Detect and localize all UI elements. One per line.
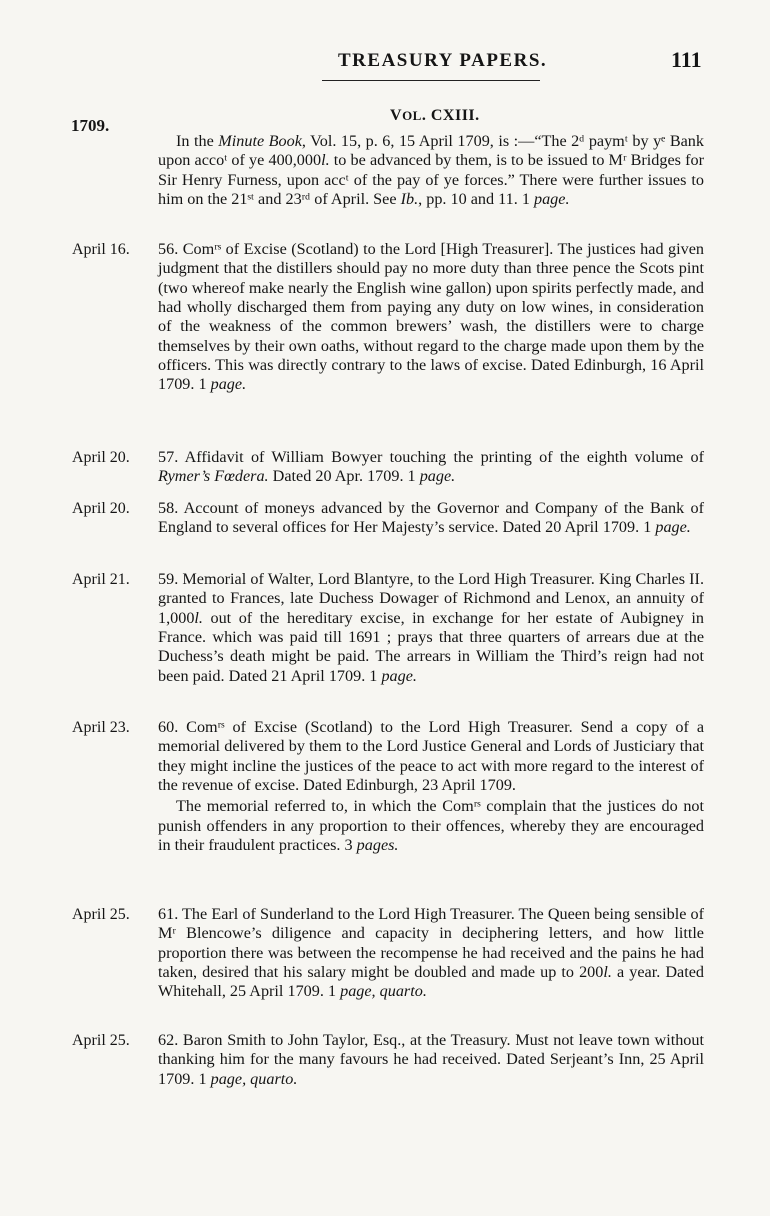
entry-61 [72, 905, 704, 1002]
entry-date: April 20. [72, 500, 130, 517]
entry-62 [72, 1031, 704, 1089]
entry-text: 60. Comʳˢ of Excise (Scotland) to the Lord High Treasurer. Send a copy of a memorial delivered by them to the Lord Justice General and Lords of Justiciary that they might incline the justices of the peace to act with more regard to the interest of the revenue of excise. Dated Edinburgh, 23 April 1709. The memorial referred to, in which the Comʳˢ complain that the justices do not punish offenders in any proportion to their offences, whereby they are encouraged in their fraudulent practices. 3 pages. [158, 718, 704, 855]
entry-date: April 21. [72, 571, 130, 588]
year-label: 1709. [71, 116, 110, 135]
entry-59 [72, 570, 704, 686]
entry-60 [72, 718, 704, 855]
entry-text: 62. Baron Smith to John Taylor, Esq., at the Treasury. Must not leave town without thanking him for the many favours he had received. Dated Serjeant’s Inn, 25 April 1709. 1 page, quarto. [158, 1031, 704, 1088]
entry-date: April 16. [72, 241, 130, 258]
entry-text: 57. Affidavit of William Bowyer touching the printing of the eighth volume of Rymer’s Fœdera. Dated 20 Apr. 1709. 1 page. [158, 448, 704, 486]
page-number: 111 [671, 47, 702, 72]
entry-text: 59. Memorial of Walter, Lord Blantyre, to the Lord High Treasurer. King Charles II. granted to Frances, late Duchess Dowager of Richmond and Lenox, an annuity of 1,000l. out of the hereditary excise, in exchange for her estate of Aubigney in France. which was paid till 1691 ; prays that three quarters of arrears due at the Duchess’s death might be paid. The arrears in William the Third’s reign had not been paid. Dated 21 April 1709. 1 page. [158, 570, 704, 685]
entry-date: April 25. [72, 906, 130, 923]
entry-56 [72, 240, 704, 395]
entry-text: 56. Comʳˢ of Excise (Scotland) to the Lord [High Treasurer]. The justices had given judgment that the distillers should pay no more duty than three pence the Scots pint (two whereof make nearly the English wine gallon) upon spirits perfectly made, and had wholly discharged them from paying any duty on low wines, in consideration of the weakness of the common brewers’ wash, the distillers were to charge themselves by their own oaths, without regard to the charge made upon them by the officers. This was directly contrary to the laws of excise. Dated Edinburgh, 16 April 1709. 1 page. [158, 240, 704, 394]
entry-date: April 20. [72, 449, 130, 466]
intro-paragraph: In the Minute Book, Vol. 15, p. 6, 15 April 1709, is :—“The 2ᵈ paymᵗ by yᵉ Bank upon accoᵗ of ye 400,000l. to be advanced by them, is to be issued to Mʳ Bridges for Sir Henry Furness, upon accᵗ of the pay of ye forces.” There were further issues to him on the 21ˢᵗ and 23ʳᵈ of April. See Ib., pp. 10 and 11. 1 page. [158, 132, 704, 209]
entry-date: April 23. [72, 719, 130, 736]
volume-heading: VOL. CXIII. [390, 107, 480, 124]
entry-date: April 25. [72, 1032, 130, 1049]
entry-58 [72, 499, 704, 538]
header-rule [322, 80, 540, 81]
entry-57 [72, 448, 704, 487]
entry-text: 58. Account of moneys advanced by the Governor and Company of the Bank of England to several offices for Her Majesty’s service. Dated 20 April 1709. 1 page. [158, 499, 704, 537]
running-title: TREASURY PAPERS. [338, 50, 548, 71]
entry-text: 61. The Earl of Sunderland to the Lord High Treasurer. The Queen being sensible of Mʳ Blencowe’s diligence and capacity in deciphering letters, and how little proportion there was between the recompense he had received and the pains he had taken, desired that his salary might be doubled and made up to 200l. a year. Dated Whitehall, 25 April 1709. 1 page, quarto. [158, 905, 704, 1001]
